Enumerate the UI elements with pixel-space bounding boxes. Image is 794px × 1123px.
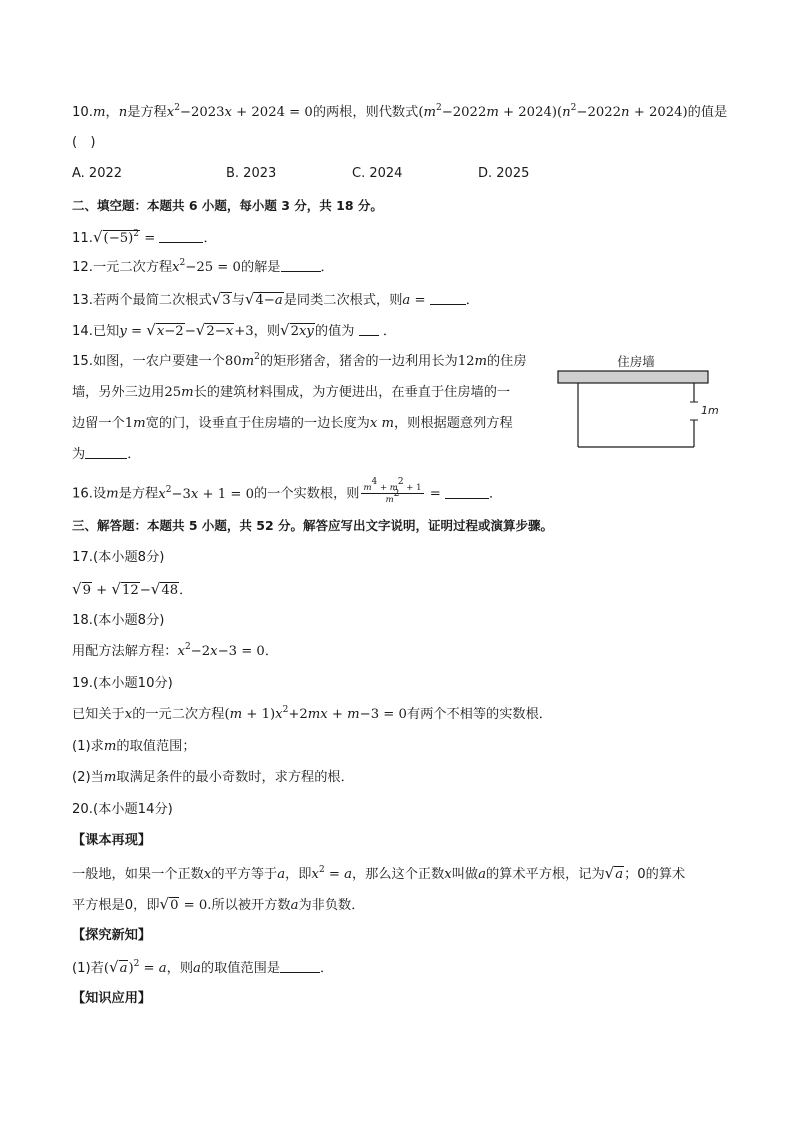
question-20-part1: (1)若$(√a)^2 = a$，则a的取值范围是 ． bbox=[72, 958, 334, 976]
question-18-body: 用配方法解方程：$x^2-2x-3 = 0$． bbox=[72, 642, 279, 659]
heading-application: 【知识应用】 bbox=[72, 991, 152, 1006]
question-18-header: 18.(本小题8分) bbox=[72, 613, 165, 628]
answer-blank[interactable] bbox=[445, 486, 489, 499]
question-19-part1: (1)求m的取值范围； bbox=[72, 739, 196, 754]
section-answer-title: 三、解答题：本题共 5 小题，共 52 分。解答应写出文字说明，证明过程或演算步骤。 bbox=[72, 518, 554, 533]
option-c[interactable]: C. 2024 bbox=[352, 166, 403, 181]
question-15-line4: 为 ． bbox=[72, 447, 141, 462]
question-16: 16.设m是方程$x^2-3x + 1 = 0$的一个实数根，则 $\frac{m^4 + m^2 + 1}{m^2}$ = ． bbox=[72, 477, 503, 505]
question-10-stem: 10.m，n是方程$x^2-2023x + 2024 = 0$的两根，则代数式$(m^2-2022m + 2024)(n^2-2022n + 2024)$的值是 bbox=[72, 103, 728, 120]
wall-label: 住房墙 bbox=[617, 354, 655, 369]
question-20-para2: 平方根是0，即√0 = 0.所以被开方数a为非负数． bbox=[72, 895, 365, 913]
question-19-header: 19.(本小题10分) bbox=[72, 676, 173, 691]
option-d[interactable]: D. 2025 bbox=[478, 166, 530, 181]
heading-textbook-review: 【课本再现】 bbox=[72, 833, 152, 848]
question-15-line1: 15.如图，一农户要建一个$80m^2$的矩形猪舍，猪舍的一边利用长为12m的住房 bbox=[72, 352, 527, 369]
question-13: 13.若两个最简二次根式√3与√4−a是同类二次根式，则a = ． bbox=[72, 290, 479, 308]
answer-blank[interactable] bbox=[430, 292, 466, 305]
question-15-line3: 边留一个1m宽的门，设垂直于住房墙的一边长度为x m，则根据题意列方程 bbox=[72, 416, 513, 431]
question-20-para1: 一般地，如果一个正数x的平方等于a，即$x^2 = a$，那么这个正数x叫做a的算术平方根，记为√a；0的算术 bbox=[72, 864, 686, 882]
section-fill-in-title: 二、填空题：本题共 6 小题，每小题 3 分，共 18 分。 bbox=[72, 198, 383, 213]
question-19-part2: (2)当m取满足条件的最小奇数时，求方程的根． bbox=[72, 770, 354, 785]
answer-blank[interactable] bbox=[85, 446, 127, 459]
question-20-header: 20.(本小题14分) bbox=[72, 802, 173, 817]
question-15-line2: 墙，另外三边用25m长的建筑材料围成，为方便进出，在垂直于住房墙的一 bbox=[72, 385, 511, 400]
answer-blank[interactable] bbox=[159, 230, 203, 243]
answer-blank[interactable] bbox=[280, 960, 320, 973]
heading-explore: 【探究新知】 bbox=[72, 928, 152, 943]
house-wall bbox=[558, 371, 708, 383]
question-12: 12.一元二次方程$x^2-25 = 0$的解是 ． bbox=[72, 258, 334, 275]
question-17-header: 17.(本小题8分) bbox=[72, 550, 165, 565]
door-width-label: 1m bbox=[701, 404, 719, 417]
option-a[interactable]: A. 2022 bbox=[72, 166, 123, 181]
answer-blank[interactable] bbox=[359, 323, 379, 336]
question-14: 14.已知y = √x−2−√2−x+3，则√2xy的值为 ． bbox=[72, 321, 397, 339]
question-19-stem: 已知关于x的一元二次方程$(m + 1)x^2+2mx + m-3 = 0$有两个不相等的实数根． bbox=[72, 705, 552, 722]
pigsty-diagram bbox=[554, 350, 719, 454]
question-17-expression: √9 + √12−√48． bbox=[72, 580, 193, 598]
option-b[interactable]: B. 2023 bbox=[226, 166, 277, 181]
answer-blank[interactable] bbox=[281, 259, 321, 272]
question-number: 10. bbox=[72, 105, 93, 120]
answer-parentheses: ( ) bbox=[72, 135, 96, 150]
question-11: $11.√(-5)^2$ = ． bbox=[72, 228, 217, 246]
